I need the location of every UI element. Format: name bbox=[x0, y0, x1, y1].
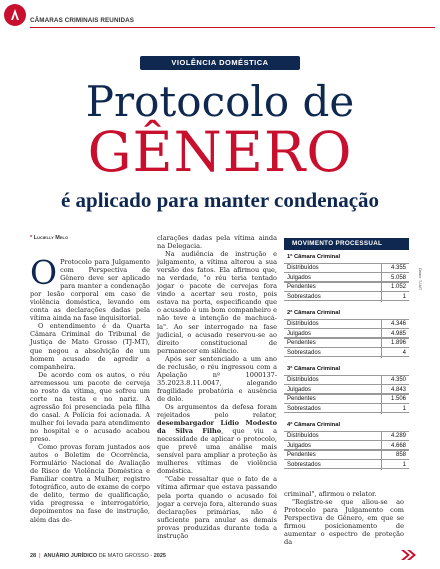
stat-row bbox=[284, 328, 409, 338]
next-page-chevrons-icon bbox=[400, 549, 418, 561]
stat-value: 4 bbox=[381, 348, 408, 358]
stat-value: 4.350 bbox=[381, 376, 408, 386]
stat-value: 5.058 bbox=[381, 273, 408, 283]
paragraph-text: Protocolo para Julgamento com Perspectiva de Gênero deve ser aplicado para manter a condenação por lesão corporal em caso de violência doméstica, levando em conta as declarações dadas pela vítima ainda na fase inquisitorial. bbox=[30, 258, 150, 323]
drop-cap: O bbox=[30, 253, 58, 292]
stat-row bbox=[284, 384, 409, 394]
article-column-1 bbox=[30, 253, 150, 524]
judge-name: desembargador Lídio Modesto da Silva Filho bbox=[157, 419, 277, 436]
chamber-title: 3ª Câmara Criminal bbox=[287, 366, 341, 372]
stat-row bbox=[284, 375, 409, 385]
footer-separator: | bbox=[39, 553, 41, 559]
stat-row bbox=[284, 403, 409, 413]
chamber-title: 2ª Câmara Criminal bbox=[287, 310, 341, 316]
page-number: 28 bbox=[30, 553, 37, 559]
stat-value: 4.289 bbox=[381, 432, 408, 442]
stat-label: Pendentes bbox=[287, 284, 316, 290]
stat-row bbox=[284, 338, 409, 348]
stat-row bbox=[284, 319, 409, 329]
stat-value: 4.843 bbox=[381, 385, 408, 395]
stat-label: Pendentes bbox=[287, 396, 316, 402]
stat-label: Julgados bbox=[287, 442, 312, 449]
stat-row bbox=[284, 450, 409, 460]
stat-label: Distribuídos bbox=[287, 321, 319, 327]
stat-label: Pendentes bbox=[287, 452, 316, 458]
stats-sidebar bbox=[284, 238, 409, 469]
page-header bbox=[0, 0, 440, 34]
stat-label: Distribuídos bbox=[287, 377, 319, 383]
stat-label: Pendentes bbox=[287, 340, 316, 346]
article-column-3-bottom bbox=[284, 490, 404, 546]
stat-value: 1.506 bbox=[381, 395, 408, 405]
paragraph bbox=[30, 253, 150, 323]
stat-row bbox=[284, 291, 409, 301]
paragraph: De acordo com os autos, o réu arremessou um pacote de cerveja no rosto da vítima, que sofreu um corte na testa e no nariz. A agressão foi presenciada pela filha do casal. A Polícia foi acionada. A mulher foi levada para atendimento no hospital e o acusado acabou preso. bbox=[30, 370, 150, 444]
chamber-title: 1ª Câmara Criminal bbox=[287, 254, 341, 260]
paragraph-text: Os argumentos da defesa foram rejeitados pelo relator, bbox=[157, 402, 277, 420]
paragraph: criminal", afirmou o relator. bbox=[284, 490, 377, 498]
stat-row bbox=[284, 282, 409, 292]
data-source-credit: Dados: TJ-MT bbox=[418, 268, 422, 291]
stat-value: 1 bbox=[381, 404, 408, 414]
publication-name: ANUÁRIO JURÍDICO bbox=[43, 553, 98, 559]
publication-logo-icon bbox=[4, 4, 26, 26]
stat-value: 858 bbox=[381, 451, 408, 461]
stat-value: 1 bbox=[381, 292, 408, 302]
paragraph: Na audiência de instrução e julgamento, a vítima alterou a sua versão dos fatos. Ela afirmou que, na verdade, "o réu teria tentado jogar o pacote de cervejas fora vindo a acertar seu rosto, pois estava na porta, especificando que o acusado é um bom companheiro e não teve a intenção de machucá-la". Ao ser interrogado na fase judicial, o acusado reservou-se ao direito constitucional de permanecer em silêncio. bbox=[157, 250, 277, 355]
stat-row bbox=[284, 431, 409, 441]
article-column-2 bbox=[157, 234, 277, 540]
stat-label: Julgados bbox=[287, 330, 312, 337]
stat-value: 4.355 bbox=[381, 264, 408, 274]
stat-label: Sobrestados bbox=[287, 461, 321, 468]
page-footer bbox=[30, 553, 166, 559]
stat-value: 4.985 bbox=[381, 329, 408, 339]
stat-row bbox=[284, 394, 409, 404]
paragraph: clarações dadas pela vítima ainda na Delegacia. bbox=[157, 234, 277, 251]
stat-value: 1.052 bbox=[381, 283, 408, 293]
stat-label: Julgados bbox=[287, 386, 312, 393]
paragraph: Como provas foram juntados aos autos o Boletim de Ocorrência, Formulário Nacional de Avaliação de Risco de Violência Doméstica e Familiar contra a Mulher, registro fotográfico, auto de exame de corpo de delito, termo de qualificação, vida pregressa e interrogatório, depoimentos na fase de instrução, além das de- bbox=[30, 443, 150, 524]
author-name: Lucielly Melo bbox=[33, 235, 69, 241]
publication-year: 2025 bbox=[153, 553, 166, 559]
stat-label: Sobrestados bbox=[287, 293, 321, 300]
paragraph-text: , que viu a necessidade de aplicar o protocolo, que prevê uma análise mais sensível para ampliar a proteção às mulheres vítimas de violência doméstica. bbox=[157, 427, 277, 476]
publication-name-rest: DE MATO GROSSO bbox=[98, 553, 149, 559]
headline-subtitle: é aplicado para manter condenação bbox=[60, 188, 380, 212]
stat-label: Julgados bbox=[287, 274, 312, 281]
chamber-title: 4ª Câmara Criminal bbox=[287, 422, 341, 428]
section-title: CÂMARAS CRIMINAIS REUNIDAS bbox=[30, 17, 135, 24]
stat-value: 1 bbox=[381, 460, 408, 470]
sidebar-title: MOVIMENTO PROCESSUAL bbox=[284, 238, 409, 250]
headline-line-2: GÊNERO bbox=[87, 120, 353, 184]
stat-row bbox=[284, 263, 409, 273]
author-asterisk: * bbox=[30, 235, 33, 241]
paragraph: Após ser sentenciado a um ano de reclusão, o réu ingressou com a Apelação nº 1000137-35.2023.8.11.0047, alegando fragilidade probatória e ausência de dolo. bbox=[157, 354, 277, 403]
headline-line-1: Protocolo de bbox=[85, 77, 355, 126]
paragraph bbox=[157, 403, 277, 475]
stat-label: Distribuídos bbox=[287, 265, 319, 271]
stat-row bbox=[284, 440, 409, 450]
stat-value: 1.896 bbox=[381, 339, 408, 349]
stat-row bbox=[284, 459, 409, 469]
stat-label: Sobrestados bbox=[287, 349, 321, 356]
stat-row bbox=[284, 272, 409, 282]
topic-banner: VIOLÊNCIA DOMÉSTICA bbox=[140, 56, 300, 70]
footer-dash: - bbox=[148, 553, 154, 559]
paragraph: O entendimento é da Quarta Câmara Criminal do Tribunal de Justiça de Mato Grosso (TJ-MT), que negou a absolvição de um homem acusado de agredir a companheira. bbox=[30, 322, 150, 371]
paragraph: "Cabe ressaltar que o fato de a vítima afirmar que estava passando pela porta quando o acusado foi jogar a cerveja fora, alterando suas declarações primárias, não é suficiente para anular as demais provas produzidas durante toda a instrução bbox=[157, 475, 277, 540]
header-divider bbox=[30, 27, 435, 28]
stat-label: Sobrestados bbox=[287, 405, 321, 412]
stat-row bbox=[284, 347, 409, 357]
stat-value: 4.346 bbox=[381, 320, 408, 330]
paragraph: "Registre-se que aliou-se ao Protocolo para Julgamento com Perspectiva de Gênero, em que se firmou posicionamento de aumentar o espectro de proteção da bbox=[284, 498, 404, 547]
author-byline bbox=[30, 235, 68, 241]
stat-label: Distribuídos bbox=[287, 433, 319, 439]
stat-value: 4.668 bbox=[381, 441, 408, 451]
